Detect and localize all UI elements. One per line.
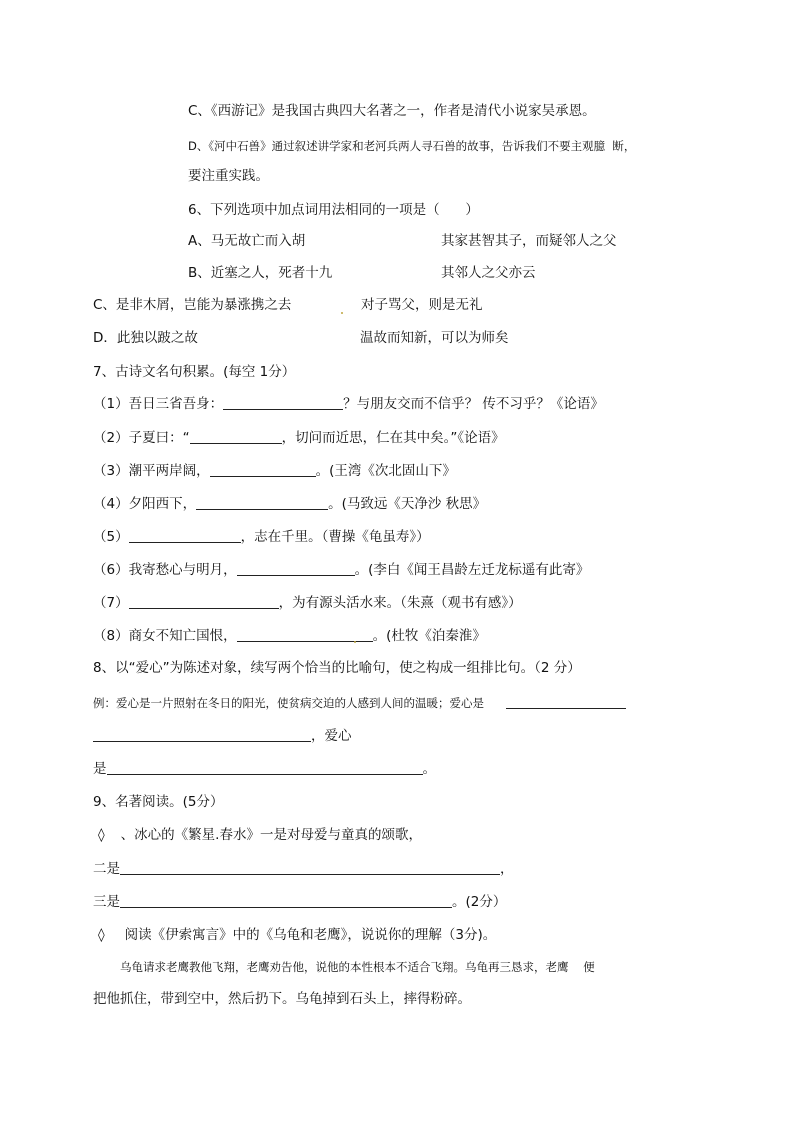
emphasis-dot [341,312,343,314]
q6-option-b-right: 其邻人之父亦云 [441,265,536,281]
q5-option-d-line2: 要注重实践。 [188,168,269,184]
q6-option-c-right: 对子骂父，则是无礼 [361,297,483,313]
q6-stem: 6、下列选项中加点词用法相同的一项是（ ） [188,202,479,218]
answer-blank[interactable] [506,694,626,709]
item-suffix: 。(马致远《天净沙 秋思》 [328,496,487,512]
item-number: （8） [93,628,129,644]
q9-stem: 9、名著阅读。(5分） [93,794,224,810]
q7-item-5 [93,528,430,546]
item-suffix: 。(王湾《次北固山下》 [315,463,456,479]
q6-option-d-right: 温故而知新，可以为师矣 [360,330,509,346]
answer-blank[interactable] [129,594,279,609]
item-number: （1） [93,396,129,412]
q6-option-b-left: B、近塞之人，死者十九 [188,265,333,281]
item-number: （3） [93,463,129,479]
example-text: 例：爱心是一片照射在冬日的阳光，使贫病交迫的人感到人间的温暖；爱心是 [93,696,484,710]
answer-blank[interactable] [237,627,373,642]
q7-item-3 [93,462,456,480]
item-suffix: 。(李白《闻王昌龄左迁龙标遥有此寄》 [354,562,590,578]
q8-line3 [93,760,436,778]
answer-blank[interactable] [223,395,343,410]
line-suffix: ，爱心 [311,728,352,744]
q8-example [93,694,626,712]
q9-item-2 [98,926,496,944]
q7-item-4 [93,495,486,513]
q8-line2 [93,727,352,745]
item-marker: ◊ [98,827,105,843]
item-suffix: ，志在千里。（曹操《龟虽寿》） [240,529,430,545]
q6-option-a-left: A、马无故亡而入胡 [188,233,306,249]
q9-item-1 [98,826,422,844]
emphasis-dot [354,641,356,643]
q8-stem: 8、以“爱心”为陈述对象，续写两个恰当的比喻句，使之构成一组排比句。（2 分） [93,660,581,676]
q6-option-c-left: C、是非木屑，岂能为暴涨携之去 [93,297,292,313]
item-number: （7） [93,595,129,611]
item-number: （6） [93,562,129,578]
q7-item-1 [93,395,604,413]
item-prefix: 夕阳西下， [128,496,197,512]
q5-option-c: C、《西游记》是我国古典四大名著之一，作者是清代小说家吴承恩。 [188,103,596,119]
item-text: 、冰心的《繁星.春水》一是对母爱与童真的颂歌， [120,827,422,843]
answer-blank[interactable] [120,893,452,908]
q9-story-line1: 乌龟请求老鹰教他飞翔，老鹰劝告他，说他的本性根本不适合飞翔。乌龟再三恳求，老鹰 便 [120,960,595,974]
q6-option-d-left: D．此独以跛之故 [93,330,198,346]
item-suffix: ？与朋友交而不信乎？ 传不习乎？《论语》 [343,396,604,412]
item-prefix: 子夏曰：“ [128,430,190,446]
q9-story-line2: 把他抓住，带到空中，然后扔下。乌龟掉到石头上，摔得粉碎。 [93,991,471,1007]
item-number: （5） [93,529,129,545]
q7-stem: 7、古诗文名句积累。(每空 1分） [93,364,296,380]
answer-blank[interactable] [93,727,311,742]
answer-blank[interactable] [129,528,241,543]
answer-blank[interactable] [210,462,316,477]
q7-item-8 [93,627,486,645]
item-prefix: 我寄愁心与明月， [128,562,237,578]
item-prefix: 商女不知亡国恨， [128,628,237,644]
line-suffix: 。 [422,761,436,777]
answer-blank[interactable] [107,760,423,775]
answer-blank[interactable] [120,860,500,875]
answer-blank[interactable] [196,495,328,510]
line-suffix: 。(2分） [452,894,507,910]
item-text: 阅读《伊索寓言》中的《乌龟和老鹰》，说说你的理解（3分)。 [124,927,497,943]
line-prefix: 三是 [93,894,120,910]
item-suffix: ，为有源头活水来。（朱熹（观书有感》） [278,595,522,611]
item-suffix: ，切问而近思，仁在其中矣。”《论语》 [281,430,505,446]
item-suffix: 。(杜牧《泊秦淮》 [372,628,486,644]
item-number: （4） [93,496,129,512]
q9-line-two [93,860,514,878]
item-prefix: 潮平两岸阔， [128,463,210,479]
item-prefix: 吾日三省吾身： [128,396,224,412]
q7-item-2 [93,429,505,447]
line-prefix: 是 [93,761,107,777]
answer-blank[interactable] [190,429,282,444]
item-number: （2） [93,430,129,446]
q5-option-d-line1: D、《河中石兽》通过叙述讲学家和老河兵两人寻石兽的故事，告诉我们不要主观臆 断， [188,139,636,153]
q9-line-three [93,893,506,911]
q7-item-7 [93,594,522,612]
q6-option-a-right: 其家甚智其子，而疑邻人之父 [441,233,617,249]
answer-blank[interactable] [237,561,355,576]
q7-item-6 [93,561,589,579]
line-suffix: ， [500,861,514,877]
line-prefix: 二是 [93,861,120,877]
item-marker: ◊ [98,927,105,943]
